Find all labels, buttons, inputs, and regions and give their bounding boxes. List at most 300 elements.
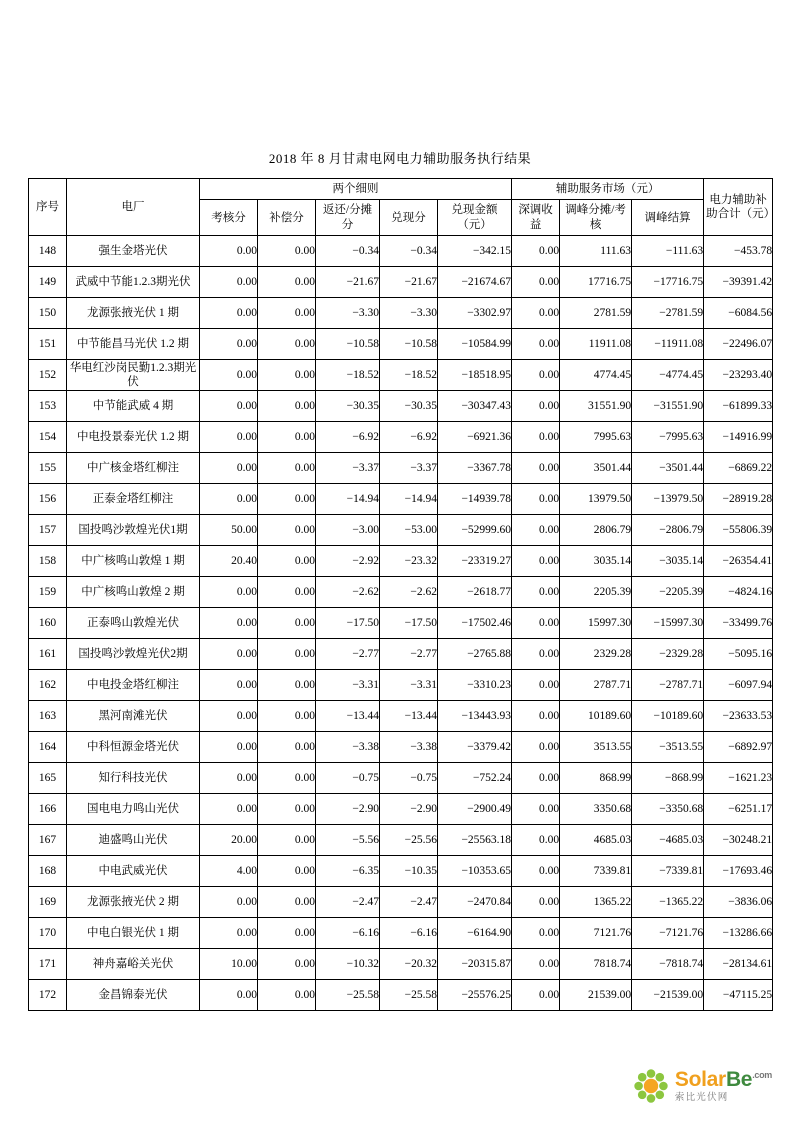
table-row	[29, 887, 773, 918]
cell-peak-share-assessment: 2806.79	[560, 515, 632, 546]
table-header-group-row	[29, 179, 773, 200]
cell-plant-name: 武威中节能1.2.3期光伏	[67, 267, 200, 298]
cell-deep-peak-income: 0.00	[512, 670, 560, 701]
cell-plant-name: 华电红沙岗民勤1.2.3期光伏	[67, 360, 200, 391]
cell-compensation-score: 0.00	[258, 608, 316, 639]
cell-redeem-amount: −2618.77	[438, 577, 512, 608]
cell-peak-share-assessment: 111.63	[560, 236, 632, 267]
cell-redeem-amount: −14939.78	[438, 484, 512, 515]
cell-peak-settlement: −10189.60	[632, 701, 704, 732]
table-row	[29, 763, 773, 794]
cell-peak-share-assessment: 11911.08	[560, 329, 632, 360]
cell-return-share-score: −6.16	[316, 918, 380, 949]
cell-compensation-score: 0.00	[258, 825, 316, 856]
cell-assessment-score: 0.00	[200, 329, 258, 360]
cell-assessment-score: 0.00	[200, 732, 258, 763]
cell-plant-name: 知行科技光伏	[67, 763, 200, 794]
cell-peak-settlement: −15997.30	[632, 608, 704, 639]
cell-redeem-amount: −25563.18	[438, 825, 512, 856]
cell-plant-name: 中广核金塔红柳注	[67, 453, 200, 484]
cell-compensation-score: 0.00	[258, 422, 316, 453]
cell-peak-settlement: −3501.44	[632, 453, 704, 484]
cell-row-index: 170	[29, 918, 67, 949]
cell-peak-share-assessment: 3501.44	[560, 453, 632, 484]
cell-total-subsidy: −26354.41	[704, 546, 773, 577]
cell-redeem-score: −2.77	[380, 639, 438, 670]
cell-redeem-amount: −342.15	[438, 236, 512, 267]
cell-row-index: 155	[29, 453, 67, 484]
cell-peak-share-assessment: 15997.30	[560, 608, 632, 639]
cell-peak-share-assessment: 10189.60	[560, 701, 632, 732]
cell-return-share-score: −21.67	[316, 267, 380, 298]
table-row	[29, 453, 773, 484]
col-header-peak-share-assessment: 调峰分摊/考核	[560, 200, 632, 236]
cell-assessment-score: 0.00	[200, 639, 258, 670]
cell-compensation-score: 0.00	[258, 298, 316, 329]
table-row	[29, 360, 773, 391]
cell-redeem-score: −23.32	[380, 546, 438, 577]
cell-assessment-score: 0.00	[200, 608, 258, 639]
cell-redeem-amount: −13443.93	[438, 701, 512, 732]
cell-row-index: 165	[29, 763, 67, 794]
watermark-logo	[634, 1069, 772, 1103]
cell-redeem-amount: −23319.27	[438, 546, 512, 577]
cell-redeem-score: −6.92	[380, 422, 438, 453]
cell-deep-peak-income: 0.00	[512, 980, 560, 1011]
cell-total-subsidy: −14916.99	[704, 422, 773, 453]
table-row	[29, 825, 773, 856]
cell-peak-settlement: −7818.74	[632, 949, 704, 980]
cell-peak-settlement: −4774.45	[632, 360, 704, 391]
cell-assessment-score: 0.00	[200, 670, 258, 701]
cell-redeem-amount: −2470.84	[438, 887, 512, 918]
cell-plant-name: 迪盛鸣山光伏	[67, 825, 200, 856]
cell-peak-settlement: −7121.76	[632, 918, 704, 949]
cell-redeem-score: −2.47	[380, 887, 438, 918]
cell-deep-peak-income: 0.00	[512, 887, 560, 918]
cell-plant-name: 金昌锦泰光伏	[67, 980, 200, 1011]
cell-plant-name: 中电白银光伏 1 期	[67, 918, 200, 949]
cell-compensation-score: 0.00	[258, 856, 316, 887]
cell-deep-peak-income: 0.00	[512, 515, 560, 546]
cell-deep-peak-income: 0.00	[512, 577, 560, 608]
cell-plant-name: 龙源张掖光伏 2 期	[67, 887, 200, 918]
cell-plant-name: 中节能昌马光伏 1.2 期	[67, 329, 200, 360]
cell-peak-settlement: −21539.00	[632, 980, 704, 1011]
cell-total-subsidy: −6869.22	[704, 453, 773, 484]
cell-assessment-score: 20.00	[200, 825, 258, 856]
cell-row-index: 172	[29, 980, 67, 1011]
table-row	[29, 515, 773, 546]
cell-redeem-score: −3.37	[380, 453, 438, 484]
cell-return-share-score: −2.90	[316, 794, 380, 825]
cell-redeem-score: −53.00	[380, 515, 438, 546]
cell-assessment-score: 0.00	[200, 980, 258, 1011]
cell-deep-peak-income: 0.00	[512, 391, 560, 422]
col-header-index: 序号	[29, 179, 67, 236]
cell-deep-peak-income: 0.00	[512, 732, 560, 763]
cell-assessment-score: 0.00	[200, 794, 258, 825]
cell-peak-share-assessment: 2205.39	[560, 577, 632, 608]
brand-subtitle: 索比光伏网	[674, 1091, 729, 1103]
cell-redeem-score: −10.35	[380, 856, 438, 887]
cell-total-subsidy: −23633.53	[704, 701, 773, 732]
cell-deep-peak-income: 0.00	[512, 360, 560, 391]
cell-redeem-amount: −21674.67	[438, 267, 512, 298]
cell-assessment-score: 0.00	[200, 484, 258, 515]
cell-return-share-score: −2.47	[316, 887, 380, 918]
cell-compensation-score: 0.00	[258, 732, 316, 763]
cell-compensation-score: 0.00	[258, 453, 316, 484]
cell-compensation-score: 0.00	[258, 546, 316, 577]
cell-redeem-amount: −752.24	[438, 763, 512, 794]
cell-row-index: 163	[29, 701, 67, 732]
cell-deep-peak-income: 0.00	[512, 856, 560, 887]
table-row	[29, 639, 773, 670]
cell-redeem-score: −13.44	[380, 701, 438, 732]
cell-peak-share-assessment: 3035.14	[560, 546, 632, 577]
table-row	[29, 546, 773, 577]
cell-row-index: 156	[29, 484, 67, 515]
cell-return-share-score: −5.56	[316, 825, 380, 856]
watermark-text	[675, 1069, 772, 1102]
cell-assessment-score: 0.00	[200, 577, 258, 608]
cell-return-share-score: −14.94	[316, 484, 380, 515]
cell-return-share-score: −2.62	[316, 577, 380, 608]
table-row	[29, 577, 773, 608]
cell-compensation-score: 0.00	[258, 360, 316, 391]
cell-return-share-score: −0.34	[316, 236, 380, 267]
cell-total-subsidy: −5095.16	[704, 639, 773, 670]
cell-peak-share-assessment: 7121.76	[560, 918, 632, 949]
cell-peak-settlement: −2205.39	[632, 577, 704, 608]
cell-row-index: 166	[29, 794, 67, 825]
cell-assessment-score: 0.00	[200, 887, 258, 918]
table-row	[29, 980, 773, 1011]
cell-redeem-amount: −20315.87	[438, 949, 512, 980]
table-body	[29, 236, 773, 1011]
cell-peak-share-assessment: 2787.71	[560, 670, 632, 701]
cell-deep-peak-income: 0.00	[512, 949, 560, 980]
cell-total-subsidy: −61899.33	[704, 391, 773, 422]
cell-plant-name: 国投鸣沙敦煌光伏1期	[67, 515, 200, 546]
cell-compensation-score: 0.00	[258, 484, 316, 515]
cell-deep-peak-income: 0.00	[512, 546, 560, 577]
cell-redeem-score: −2.90	[380, 794, 438, 825]
cell-peak-settlement: −7339.81	[632, 856, 704, 887]
cell-row-index: 161	[29, 639, 67, 670]
cell-compensation-score: 0.00	[258, 329, 316, 360]
table-row	[29, 267, 773, 298]
cell-peak-share-assessment: 868.99	[560, 763, 632, 794]
col-header-deep-peak-income: 深调收益	[512, 200, 560, 236]
cell-redeem-amount: −52999.60	[438, 515, 512, 546]
cell-compensation-score: 0.00	[258, 887, 316, 918]
cell-redeem-amount: −2900.49	[438, 794, 512, 825]
cell-redeem-amount: −3367.78	[438, 453, 512, 484]
cell-deep-peak-income: 0.00	[512, 701, 560, 732]
cell-redeem-score: −3.30	[380, 298, 438, 329]
cell-assessment-score: 0.00	[200, 360, 258, 391]
table-row	[29, 794, 773, 825]
cell-redeem-score: −30.35	[380, 391, 438, 422]
cell-peak-share-assessment: 4685.03	[560, 825, 632, 856]
cell-total-subsidy: −13286.66	[704, 918, 773, 949]
cell-redeem-score: −0.75	[380, 763, 438, 794]
cell-plant-name: 中广核鸣山敦煌 2 期	[67, 577, 200, 608]
cell-compensation-score: 0.00	[258, 949, 316, 980]
cell-redeem-score: −25.58	[380, 980, 438, 1011]
cell-peak-settlement: −3350.68	[632, 794, 704, 825]
cell-peak-share-assessment: 3513.55	[560, 732, 632, 763]
cell-redeem-amount: −17502.46	[438, 608, 512, 639]
cell-compensation-score: 0.00	[258, 639, 316, 670]
table-row	[29, 732, 773, 763]
cell-assessment-score: 0.00	[200, 236, 258, 267]
cell-assessment-score: 0.00	[200, 422, 258, 453]
cell-deep-peak-income: 0.00	[512, 608, 560, 639]
col-header-redeem-amount: 兑现金额（元）	[438, 200, 512, 236]
cell-plant-name: 正泰鸣山敦煌光伏	[67, 608, 200, 639]
cell-total-subsidy: −6084.56	[704, 298, 773, 329]
cell-assessment-score: 0.00	[200, 298, 258, 329]
cell-redeem-amount: −25576.25	[438, 980, 512, 1011]
cell-peak-settlement: −2787.71	[632, 670, 704, 701]
cell-redeem-amount: −6921.36	[438, 422, 512, 453]
table-row	[29, 918, 773, 949]
cell-deep-peak-income: 0.00	[512, 236, 560, 267]
cell-return-share-score: −6.35	[316, 856, 380, 887]
col-header-compensation-score: 补偿分	[258, 200, 316, 236]
cell-peak-settlement: −4685.03	[632, 825, 704, 856]
cell-plant-name: 中广核鸣山敦煌 1 期	[67, 546, 200, 577]
cell-total-subsidy: −3836.06	[704, 887, 773, 918]
cell-assessment-score: 0.00	[200, 391, 258, 422]
cell-deep-peak-income: 0.00	[512, 794, 560, 825]
cell-assessment-score: 4.00	[200, 856, 258, 887]
cell-row-index: 157	[29, 515, 67, 546]
col-header-total: 电力辅助补助合计（元）	[704, 179, 773, 236]
cell-plant-name: 正泰金塔红柳注	[67, 484, 200, 515]
col-header-assessment-score: 考核分	[200, 200, 258, 236]
cell-deep-peak-income: 0.00	[512, 329, 560, 360]
cell-compensation-score: 0.00	[258, 918, 316, 949]
cell-peak-share-assessment: 13979.50	[560, 484, 632, 515]
page-title: 2018 年 8 月甘肃电网电力辅助服务执行结果	[268, 151, 532, 166]
brand-be: Be	[725, 1068, 753, 1092]
cell-total-subsidy: −39391.42	[704, 267, 773, 298]
cell-total-subsidy: −28919.28	[704, 484, 773, 515]
cell-assessment-score: 10.00	[200, 949, 258, 980]
cell-total-subsidy: −30248.21	[704, 825, 773, 856]
cell-peak-settlement: −2781.59	[632, 298, 704, 329]
cell-redeem-amount: −18518.95	[438, 360, 512, 391]
cell-deep-peak-income: 0.00	[512, 763, 560, 794]
col-header-peak-settlement: 调峰结算	[632, 200, 704, 236]
cell-total-subsidy: −453.78	[704, 236, 773, 267]
cell-redeem-score: −3.31	[380, 670, 438, 701]
cell-return-share-score: −3.00	[316, 515, 380, 546]
cell-plant-name: 中电武威光伏	[67, 856, 200, 887]
cell-compensation-score: 0.00	[258, 267, 316, 298]
cell-assessment-score: 50.00	[200, 515, 258, 546]
cell-return-share-score: −25.58	[316, 980, 380, 1011]
cell-redeem-score: −18.52	[380, 360, 438, 391]
cell-redeem-amount: −2765.88	[438, 639, 512, 670]
cell-total-subsidy: −6097.94	[704, 670, 773, 701]
cell-redeem-amount: −6164.90	[438, 918, 512, 949]
cell-total-subsidy: −6251.17	[704, 794, 773, 825]
cell-return-share-score: −0.75	[316, 763, 380, 794]
cell-peak-share-assessment: 2329.28	[560, 639, 632, 670]
cell-deep-peak-income: 0.00	[512, 298, 560, 329]
cell-redeem-amount: −3302.97	[438, 298, 512, 329]
cell-return-share-score: −17.50	[316, 608, 380, 639]
cell-row-index: 162	[29, 670, 67, 701]
table-row	[29, 670, 773, 701]
cell-row-index: 168	[29, 856, 67, 887]
cell-return-share-score: −3.30	[316, 298, 380, 329]
cell-return-share-score: −6.92	[316, 422, 380, 453]
cell-peak-settlement: −3035.14	[632, 546, 704, 577]
brand-name	[675, 1069, 772, 1091]
cell-deep-peak-income: 0.00	[512, 422, 560, 453]
cell-redeem-score: −10.58	[380, 329, 438, 360]
cell-return-share-score: −3.37	[316, 453, 380, 484]
table-row	[29, 701, 773, 732]
cell-deep-peak-income: 0.00	[512, 639, 560, 670]
cell-peak-settlement: −2329.28	[632, 639, 704, 670]
results-table	[28, 178, 776, 1011]
cell-row-index: 153	[29, 391, 67, 422]
cell-peak-settlement: −17716.75	[632, 267, 704, 298]
cell-plant-name: 黑河南滩光伏	[67, 701, 200, 732]
table-row	[29, 949, 773, 980]
cell-redeem-score: −20.32	[380, 949, 438, 980]
cell-assessment-score: 0.00	[200, 763, 258, 794]
cell-redeem-score: −0.34	[380, 236, 438, 267]
cell-plant-name: 国投鸣沙敦煌光伏2期	[67, 639, 200, 670]
cell-assessment-score: 0.00	[200, 453, 258, 484]
col-header-plant: 电厂	[67, 179, 200, 236]
col-group-two-rules: 两个细则	[200, 179, 512, 200]
cell-plant-name: 中科恒源金塔光伏	[67, 732, 200, 763]
table-row	[29, 329, 773, 360]
cell-peak-settlement: −3513.55	[632, 732, 704, 763]
cell-deep-peak-income: 0.00	[512, 918, 560, 949]
cell-compensation-score: 0.00	[258, 515, 316, 546]
cell-compensation-score: 0.00	[258, 670, 316, 701]
cell-redeem-amount: −10584.99	[438, 329, 512, 360]
cell-redeem-amount: −3310.23	[438, 670, 512, 701]
cell-return-share-score: −2.92	[316, 546, 380, 577]
cell-compensation-score: 0.00	[258, 391, 316, 422]
cell-compensation-score: 0.00	[258, 794, 316, 825]
cell-total-subsidy: −22496.07	[704, 329, 773, 360]
cell-row-index: 148	[29, 236, 67, 267]
cell-redeem-score: −25.56	[380, 825, 438, 856]
cell-row-index: 169	[29, 887, 67, 918]
cell-row-index: 159	[29, 577, 67, 608]
cell-peak-settlement: −111.63	[632, 236, 704, 267]
cell-redeem-score: −21.67	[380, 267, 438, 298]
cell-return-share-score: −10.32	[316, 949, 380, 980]
cell-deep-peak-income: 0.00	[512, 453, 560, 484]
brand-solar: Solar	[674, 1068, 726, 1092]
cell-return-share-score: −10.58	[316, 329, 380, 360]
cell-redeem-score: −17.50	[380, 608, 438, 639]
table-row	[29, 856, 773, 887]
cell-peak-settlement: −7995.63	[632, 422, 704, 453]
table-header	[29, 179, 776, 236]
cell-deep-peak-income: 0.00	[512, 484, 560, 515]
cell-deep-peak-income: 0.00	[512, 825, 560, 856]
cell-peak-settlement: −13979.50	[632, 484, 704, 515]
cell-peak-share-assessment: 17716.75	[560, 267, 632, 298]
cell-assessment-score: 0.00	[200, 267, 258, 298]
cell-redeem-score: −3.38	[380, 732, 438, 763]
cell-row-index: 154	[29, 422, 67, 453]
cell-peak-share-assessment: 7339.81	[560, 856, 632, 887]
cell-peak-settlement: −31551.90	[632, 391, 704, 422]
cell-total-subsidy: −33499.76	[704, 608, 773, 639]
brand-com: .com	[752, 1070, 772, 1081]
cell-compensation-score: 0.00	[258, 577, 316, 608]
cell-plant-name: 中节能武威 4 期	[67, 391, 200, 422]
cell-assessment-score: 20.40	[200, 546, 258, 577]
cell-peak-share-assessment: 1365.22	[560, 887, 632, 918]
cell-peak-share-assessment: 4774.45	[560, 360, 632, 391]
cell-total-subsidy: −4824.16	[704, 577, 773, 608]
cell-redeem-amount: −3379.42	[438, 732, 512, 763]
col-header-return-share-score: 返还/分摊分	[316, 200, 380, 236]
cell-row-index: 164	[29, 732, 67, 763]
cell-peak-share-assessment: 7995.63	[560, 422, 632, 453]
cell-plant-name: 龙源张掖光伏 1 期	[67, 298, 200, 329]
table-row	[29, 298, 773, 329]
cell-peak-settlement: −1365.22	[632, 887, 704, 918]
cell-plant-name: 国电电力鸣山光伏	[67, 794, 200, 825]
cell-total-subsidy: −23293.40	[704, 360, 773, 391]
table-row	[29, 236, 773, 267]
sunflower-icon	[634, 1069, 668, 1103]
cell-deep-peak-income: 0.00	[512, 267, 560, 298]
cell-total-subsidy: −47115.25	[704, 980, 773, 1011]
col-group-aux-market: 辅助服务市场（元）	[512, 179, 704, 200]
cell-return-share-score: −30.35	[316, 391, 380, 422]
cell-return-share-score: −2.77	[316, 639, 380, 670]
cell-total-subsidy: −28134.61	[704, 949, 773, 980]
cell-redeem-score: −14.94	[380, 484, 438, 515]
cell-compensation-score: 0.00	[258, 236, 316, 267]
cell-peak-settlement: −2806.79	[632, 515, 704, 546]
table-row	[29, 484, 773, 515]
cell-row-index: 171	[29, 949, 67, 980]
results-table-container	[28, 178, 776, 1011]
cell-peak-share-assessment: 21539.00	[560, 980, 632, 1011]
cell-redeem-score: −6.16	[380, 918, 438, 949]
cell-row-index: 152	[29, 360, 67, 391]
cell-return-share-score: −13.44	[316, 701, 380, 732]
cell-row-index: 150	[29, 298, 67, 329]
cell-row-index: 160	[29, 608, 67, 639]
cell-redeem-amount: −10353.65	[438, 856, 512, 887]
cell-peak-settlement: −868.99	[632, 763, 704, 794]
cell-compensation-score: 0.00	[258, 701, 316, 732]
cell-total-subsidy: −17693.46	[704, 856, 773, 887]
cell-row-index: 149	[29, 267, 67, 298]
cell-peak-share-assessment: 7818.74	[560, 949, 632, 980]
